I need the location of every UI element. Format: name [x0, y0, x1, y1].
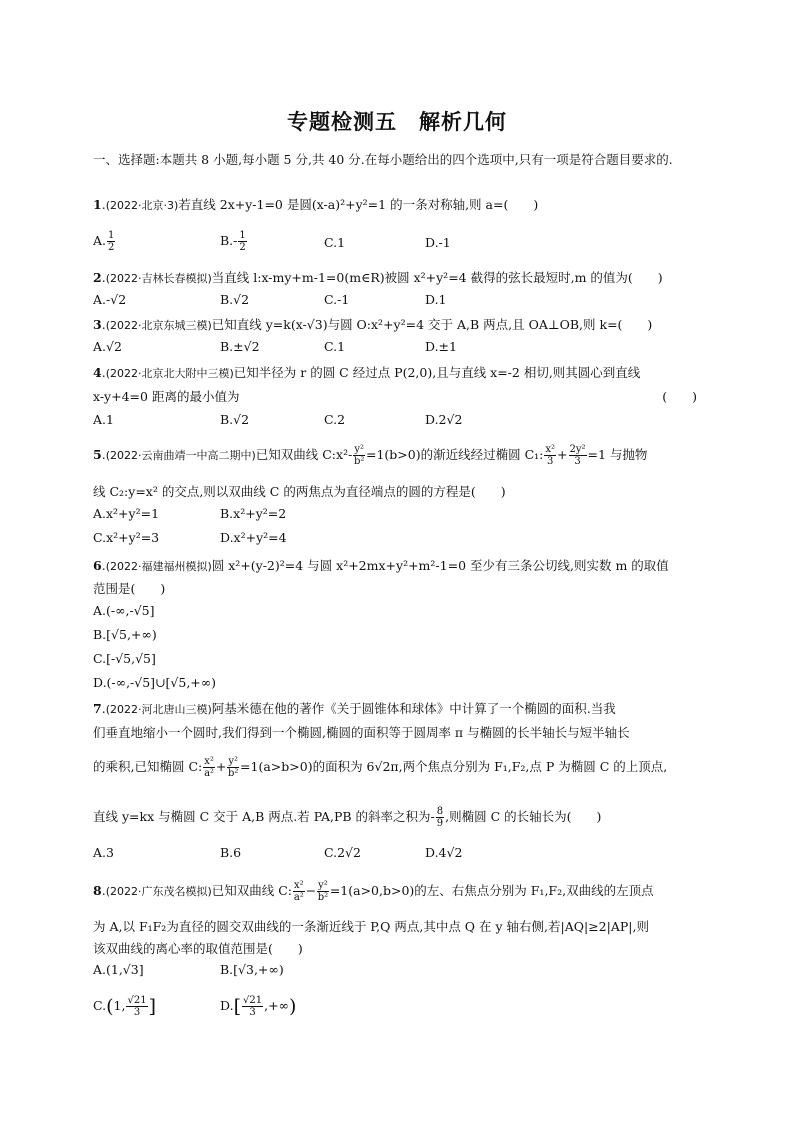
question-text: x-y+4=0 距离的最小值为: [93, 389, 240, 404]
question-number: 6: [93, 558, 102, 573]
question-6-line-2: [93, 578, 707, 600]
question-text: 若直线 2x+y-1=0 是圆(x-a)²+y²=1 的一条对称轴,则 a=( ): [178, 197, 539, 212]
question-5: 5.(2022·云南曲靖一中高二期中)已知双曲线 C:x²- $\frac{\text{y²}}{\text{b²}}$ =1(b>0)的渐近线经过椭圆 C₁: $\frac{\text{x²}}{3}$ + $\frac{\text{2y²}}{3}$ =1 与抛物: [93, 444, 648, 467]
question-text: 阿基米德在他的著作《关于圆锥体和球体》中计算了一个椭圆的面积.当我: [211, 701, 616, 716]
question-7-line-3: 的乘积,已知椭圆 C: $\frac{\text{x²}}{\text{a²}}$ + $\frac{\text{y²}}{\text{b²}}$ =1(a>b>0)的面积为 6√2π,两个焦点分别为 F₁,F₂,点 P 为椭圆 C 的上顶点,: [93, 756, 668, 779]
question-8-line-3: [93, 938, 707, 960]
option-a[interactable]: A.3: [93, 845, 114, 860]
option-d[interactable]: D.±1: [425, 339, 457, 354]
options-q8-row1: [93, 962, 707, 986]
question-text: 圆 x²+(y-2)²=4 与圆 x²+2mx+y²+m²-1=0 至少有三条公切线,则实数 m 的取值: [211, 558, 669, 573]
option-d[interactable]: D.2√2: [425, 412, 463, 427]
option-b[interactable]: B.√2: [220, 412, 250, 427]
option-d[interactable]: D.[ $\frac{√21}{3}$ ,+∞): [220, 995, 297, 1018]
question-text: 已知双曲线 C:: [211, 883, 293, 898]
option-a[interactable]: A.(1,√3]: [93, 962, 144, 977]
section-header: 一、选择题:本题共 8 小题,每小题 5 分,共 40 分.在每小题给出的四个选项中,只有一项是符合题目要求的.: [93, 152, 673, 167]
question-source: (2022·云南曲靖一中高二期中): [105, 449, 256, 462]
question-text: 为 A,以 F₁F₂为直径的圆交双曲线的一条渐近线于 P,Q 两点,其中点 Q 在 y 轴右侧,若|AQ|≥2|AP|,则: [93, 919, 649, 934]
question-text: 当直线 l:x-my+m-1=0(m∈R)被圆 x²+y²=4 截得的弦长最短时,m 的值为( ): [211, 270, 663, 285]
question-8-line-2: [93, 916, 707, 938]
option-b[interactable]: B.√2: [220, 292, 250, 307]
option-c[interactable]: C.2√2: [324, 845, 361, 860]
question-1: 1.(2022·北京·3)若直线 2x+y-1=0 是圆(x-a)²+y²=1 的一条对称轴,则 a=( ): [93, 197, 539, 212]
option-b[interactable]: B.6: [220, 845, 242, 860]
question-text: 已知半径为 r 的圆 C 经过点 P(2,0),且与直线 x=-2 相切,则其圆心到直线: [233, 365, 641, 380]
question-text: 线 C₂:y=x² 的交点,则以双曲线 C 的两焦点为直径端点的圆的方程是( ): [93, 484, 506, 499]
question-text: =1(b>0)的渐近线经过椭圆 C₁:: [365, 447, 544, 462]
question-number: 5: [93, 447, 102, 462]
option-d[interactable]: D.-1: [425, 235, 451, 250]
option-c[interactable]: C.2: [324, 412, 346, 427]
option-d[interactable]: D.1: [425, 292, 447, 307]
options-q5-row2: [93, 530, 707, 554]
question-7: 7.(2022·河北唐山三模)阿基米德在他的著作《关于圆锥体和球体》中计算了一个椭圆的面积.当我: [93, 701, 616, 716]
option-a[interactable]: A.1: [93, 412, 114, 427]
question-source: (2022·北京北大附中三模): [105, 367, 234, 380]
option-b[interactable]: B.x²+y²=2: [220, 506, 287, 521]
question-5-line-2: [93, 481, 707, 503]
option-c[interactable]: C.[-√5,√5]: [93, 651, 156, 666]
question-6: 6.(2022·福建福州模拟)圆 x²+(y-2)²=4 与圆 x²+2mx+y²+m²-1=0 至少有三条公切线,则实数 m 的取值: [93, 558, 669, 573]
options-q6-c: [93, 651, 707, 675]
option-a[interactable]: A.-√2: [93, 292, 127, 307]
option-a[interactable]: A.(-∞,-√5]: [93, 603, 155, 618]
question-source: (2022·广东茂名模拟): [105, 885, 212, 898]
option-c[interactable]: C.(1, $\frac{√21}{3}$ ]: [93, 995, 156, 1018]
option-b[interactable]: B.- $\frac{1}{2}$: [220, 230, 246, 253]
question-7-line-4: 直线 y=kx 与椭圆 C 交于 A,B 两点.若 PA,PB 的斜率之积为- $\frac{8}{9}$ ,则椭圆 C 的长轴长为( ): [93, 806, 602, 829]
answer-blank: ( ): [662, 389, 697, 404]
option-a[interactable]: A. $\frac{1}{2}$: [93, 230, 115, 253]
question-text: =1(a>0,b>0)的左、右焦点分别为 F₁,F₂,双曲线的左顶点: [329, 883, 654, 898]
question-4-line-2: [93, 386, 707, 408]
question-source: (2022·河北唐山三模): [105, 703, 212, 716]
options-q8-row2: [93, 995, 707, 1019]
option-b[interactable]: B.[√5,+∞): [93, 627, 157, 642]
question-source: (2022·福建福州模拟): [105, 560, 212, 573]
option-c[interactable]: C.x²+y²=3: [93, 530, 160, 545]
option-a[interactable]: A.√2: [93, 339, 122, 354]
option-b[interactable]: B.[√3,+∞): [220, 962, 284, 977]
question-number: 3: [93, 317, 102, 332]
question-text: =1(a>b>0)的面积为 6√2π,两个焦点分别为 F₁,F₂,点 P 为椭圆 C 的上顶点,: [240, 759, 668, 774]
option-d[interactable]: D.4√2: [425, 845, 463, 860]
question-number: 1: [93, 197, 102, 212]
question-text: 已知直线 y=k(x-√3)与圆 O:x²+y²=4 交于 A,B 两点,且 OA⊥OB,则 k=( ): [211, 317, 653, 332]
question-source: (2022·北京·3): [105, 199, 179, 212]
options-q6-d: [93, 675, 707, 699]
question-number: 8: [93, 883, 102, 898]
options-q3: [93, 339, 707, 363]
question-number: 7: [93, 701, 102, 716]
question-text: 直线 y=kx 与椭圆 C 交于 A,B 两点.若 PA,PB 的斜率之积为-: [93, 809, 435, 824]
options-q1: [93, 230, 707, 254]
question-text: 已知双曲线 C:x²-: [255, 447, 353, 462]
question-number: 4: [93, 365, 102, 380]
question-source: (2022·吉林长春模拟): [105, 272, 212, 285]
option-b[interactable]: B.±√2: [220, 339, 260, 354]
question-number: 2: [93, 270, 102, 285]
options-q5-row1: [93, 506, 707, 530]
option-c[interactable]: C.1: [324, 235, 346, 250]
question-text: 该双曲线的离心率的取值范围是( ): [93, 941, 303, 956]
question-7-line-2: [93, 722, 707, 744]
option-c[interactable]: C.-1: [324, 292, 350, 307]
options-q4: [93, 412, 707, 436]
question-8: 8.(2022·广东茂名模拟)已知双曲线 C: $\frac{\text{x²}}{\text{a²}}$ − $\frac{\text{y²}}{\text{b²}}$ =1(a>0,b>0)的左、右焦点分别为 F₁,F₂,双曲线的左顶点: [93, 880, 654, 903]
question-source: (2022·北京东城三模): [105, 319, 212, 332]
question-text: =1 与抛物: [587, 447, 648, 462]
option-a[interactable]: A.x²+y²=1: [93, 506, 160, 521]
option-d[interactable]: D.(-∞,-√5]∪[√5,+∞): [93, 675, 217, 690]
question-2: 2.(2022·吉林长春模拟)当直线 l:x-my+m-1=0(m∈R)被圆 x²+y²=4 截得的弦长最短时,m 的值为( ): [93, 270, 663, 285]
question-text: 范围是( ): [93, 581, 166, 596]
option-c[interactable]: C.1: [324, 339, 346, 354]
options-q6-a: [93, 603, 707, 627]
options-q2: [93, 292, 707, 316]
question-4: 4.(2022·北京北大附中三模)已知半径为 r 的圆 C 经过点 P(2,0),且与直线 x=-2 相切,则其圆心到直线: [93, 365, 641, 380]
option-d[interactable]: D.x²+y²=4: [220, 530, 287, 545]
options-q7: [93, 845, 707, 869]
question-text: 们垂直地缩小一个圆时,我们得到一个椭圆,椭圆的面积等于圆周率 π 与椭圆的长半轴长与短半轴长: [93, 725, 630, 740]
question-text: 的乘积,已知椭圆 C:: [93, 759, 203, 774]
options-q6-b: [93, 627, 707, 651]
question-3: 3.(2022·北京东城三模)已知直线 y=k(x-√3)与圆 O:x²+y²=4 交于 A,B 两点,且 OA⊥OB,则 k=( ): [93, 317, 653, 332]
page-title: 专题检测五 解析几何: [287, 110, 507, 134]
question-text: ,则椭圆 C 的长轴长为( ): [445, 809, 602, 824]
